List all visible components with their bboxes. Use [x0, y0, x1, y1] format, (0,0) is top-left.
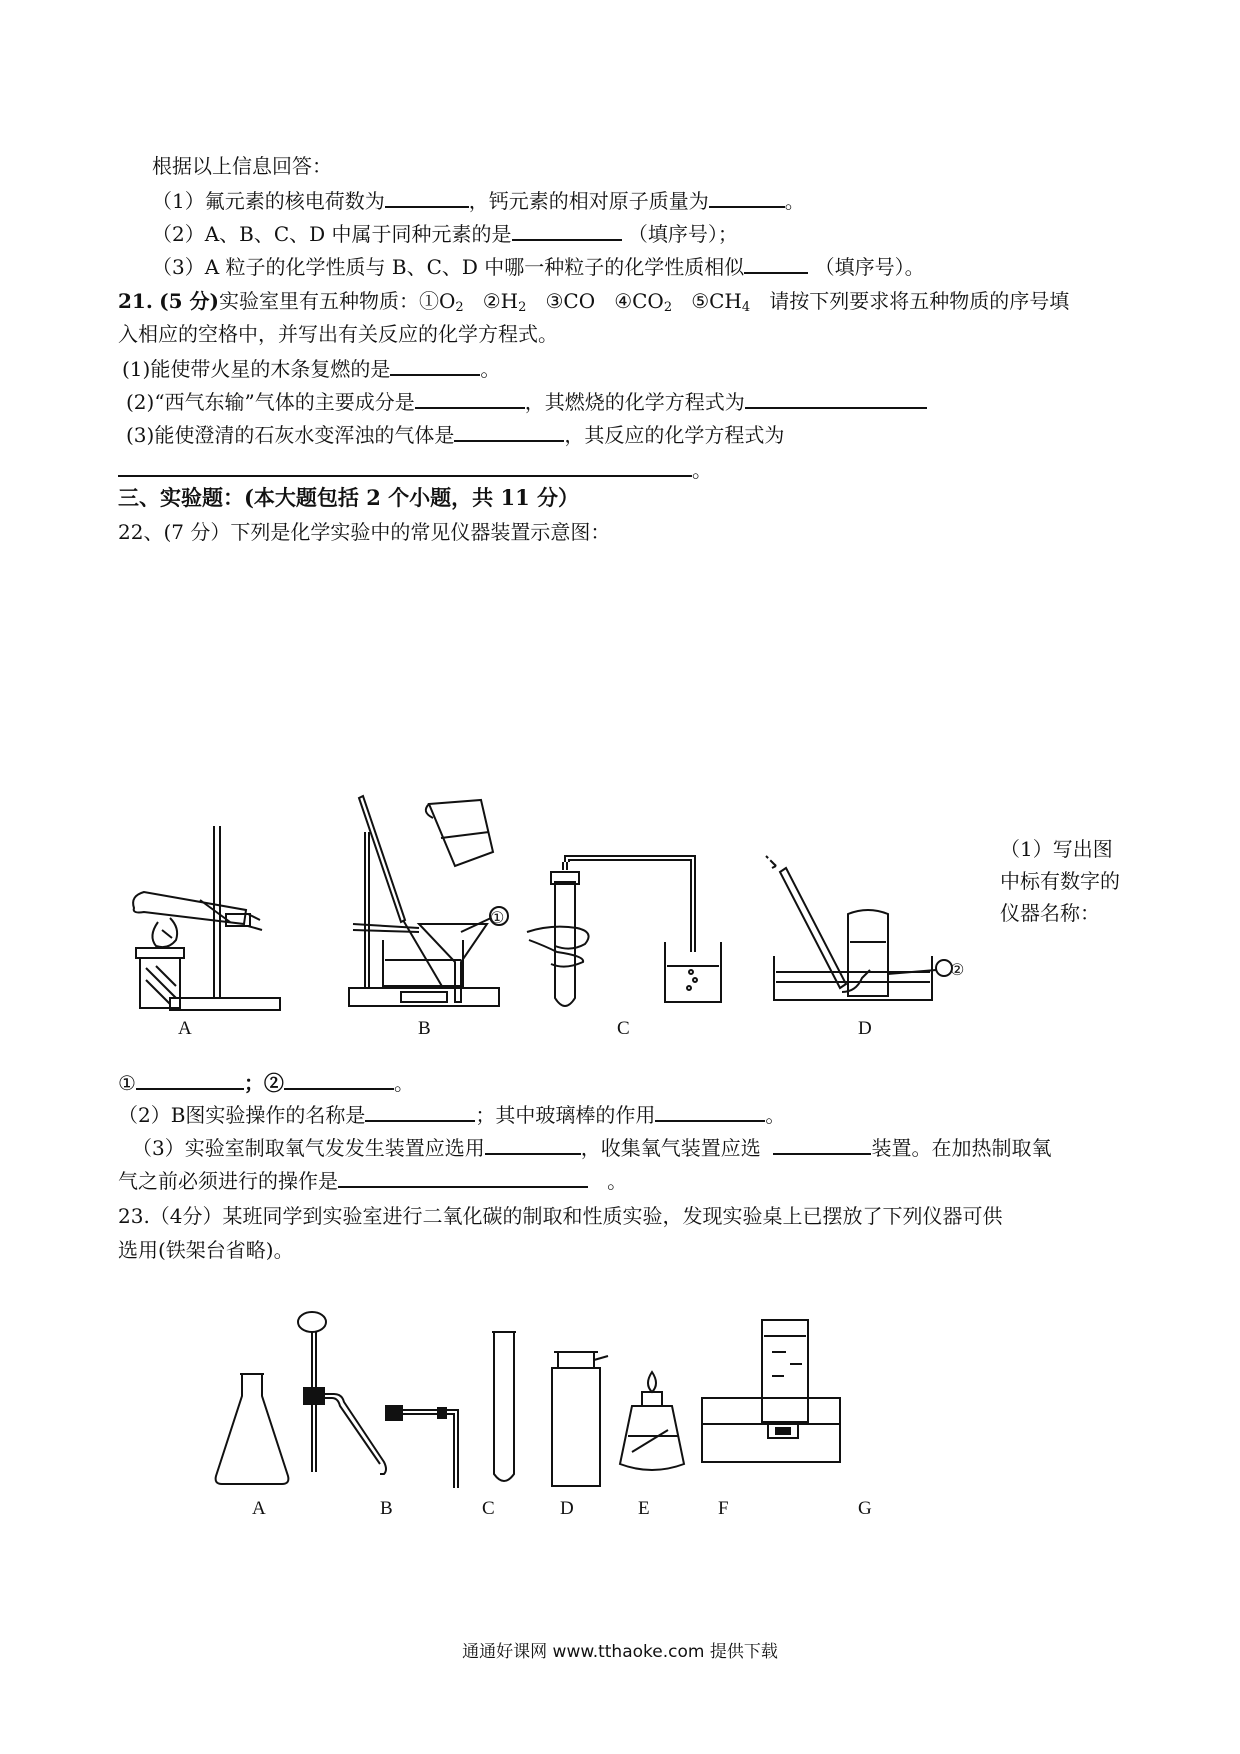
answer-blank[interactable] — [136, 1068, 244, 1090]
answer-blank[interactable] — [284, 1068, 394, 1090]
q22-part1-line2: 中标有数字的 — [1000, 869, 1120, 893]
answer-blank[interactable] — [745, 387, 927, 409]
answer-blank[interactable] — [744, 252, 808, 274]
marker-1: ① — [490, 910, 505, 927]
answer-blank[interactable] — [485, 1133, 581, 1155]
answer-blank[interactable] — [390, 354, 480, 376]
answer-blank[interactable] — [512, 219, 622, 241]
q22-part2: （2）B图实验操作的名称是 ；其中玻璃棒的作用 。 — [118, 1100, 785, 1129]
q22-part1-answers: ① ；② 。 — [118, 1068, 414, 1097]
apparatus-d-figure — [766, 852, 966, 1012]
q20-part3: （3）A 粒子的化学性质与 B、C、D 中哪一种粒子的化学性质相似 （填序号）。 — [152, 252, 925, 281]
label-e: E — [638, 1498, 650, 1519]
q22-part3-line2: 气之前必须进行的操作是 。 — [118, 1166, 627, 1195]
label-b: B — [380, 1498, 393, 1519]
q20-part1: （1）氟元素的核电荷数为 ，钙元素的相对原子质量为 。 — [152, 186, 805, 215]
label-c: C — [482, 1498, 495, 1519]
label-c: C — [617, 1018, 630, 1039]
q21-part3-equation: 。 — [118, 455, 712, 484]
label-a: A — [178, 1018, 192, 1039]
apparatus-b-figure — [343, 792, 513, 1012]
answer-blank[interactable] — [385, 186, 469, 208]
label-b: B — [418, 1018, 431, 1039]
q20-intro: 根据以上信息回答： — [152, 154, 332, 178]
q21-part2: (2)“西气东输”气体的主要成分是 ，其燃烧的化学方程式为 — [126, 387, 927, 416]
marker-2: ② — [950, 962, 965, 979]
q22-stem: 22、(7 分）下列是化学实验中的常见仪器装置示意图： — [118, 520, 611, 544]
q21-stem: 21. (5 分)实验室里有五种物质：$①O_2$ $②H_2$ ③CO $④CO_2$ $⑤CH_4$ 请按下列要求将五种物质的序号填 — [118, 289, 1070, 315]
q21-stem-line2: 入相应的空格中，并写出有关反应的化学方程式。 — [118, 322, 558, 346]
q22-part1-line1: （1）写出图 — [1000, 837, 1113, 861]
answer-blank[interactable] — [655, 1100, 765, 1122]
answer-blank[interactable] — [118, 455, 692, 477]
apparatus-c-figure — [525, 866, 720, 1016]
answer-blank[interactable] — [454, 420, 564, 442]
q23-stem-line2: 选用(铁架台省略)。 — [118, 1238, 294, 1262]
instruments-figure — [212, 1312, 972, 1492]
apparatus-a-figure — [120, 818, 280, 1018]
label-a: A — [252, 1498, 266, 1519]
label-g: G — [858, 1498, 872, 1519]
label-d: D — [560, 1498, 574, 1519]
answer-blank[interactable] — [365, 1100, 475, 1122]
footer-credit: 通通好课网 www.tthaoke.com 提供下载 — [462, 1642, 778, 1662]
label-f: F — [718, 1498, 729, 1519]
q22-part1-line3: 仪器名称： — [1000, 901, 1100, 925]
q20-part2: （2）A、B、C、D 中属于同种元素的是 （填序号）； — [152, 219, 738, 248]
q23-stem-line1: 23.（4分）某班同学到实验室进行二氧化碳的制取和性质实验，发现实验桌上已摆放了下列仪器可供 — [118, 1204, 1003, 1228]
answer-blank[interactable] — [709, 186, 785, 208]
answer-blank[interactable] — [338, 1166, 588, 1188]
q21-part1: (1)能使带火星的木条复燃的是 。 — [122, 354, 500, 383]
answer-blank[interactable] — [773, 1133, 871, 1155]
answer-blank[interactable] — [415, 387, 525, 409]
section-title: 三、实验题：(本大题包括 2 个小题，共 11 分） — [118, 485, 580, 510]
label-d: D — [858, 1018, 872, 1039]
q21-part3: (3)能使澄清的石灰水变浑浊的气体是 ，其反应的化学方程式为 — [126, 420, 784, 449]
q22-part3: （3）实验室制取氧气发发生装置应选用 ，收集氧气装置应选 装置。在加热制取氧 — [132, 1133, 1051, 1162]
